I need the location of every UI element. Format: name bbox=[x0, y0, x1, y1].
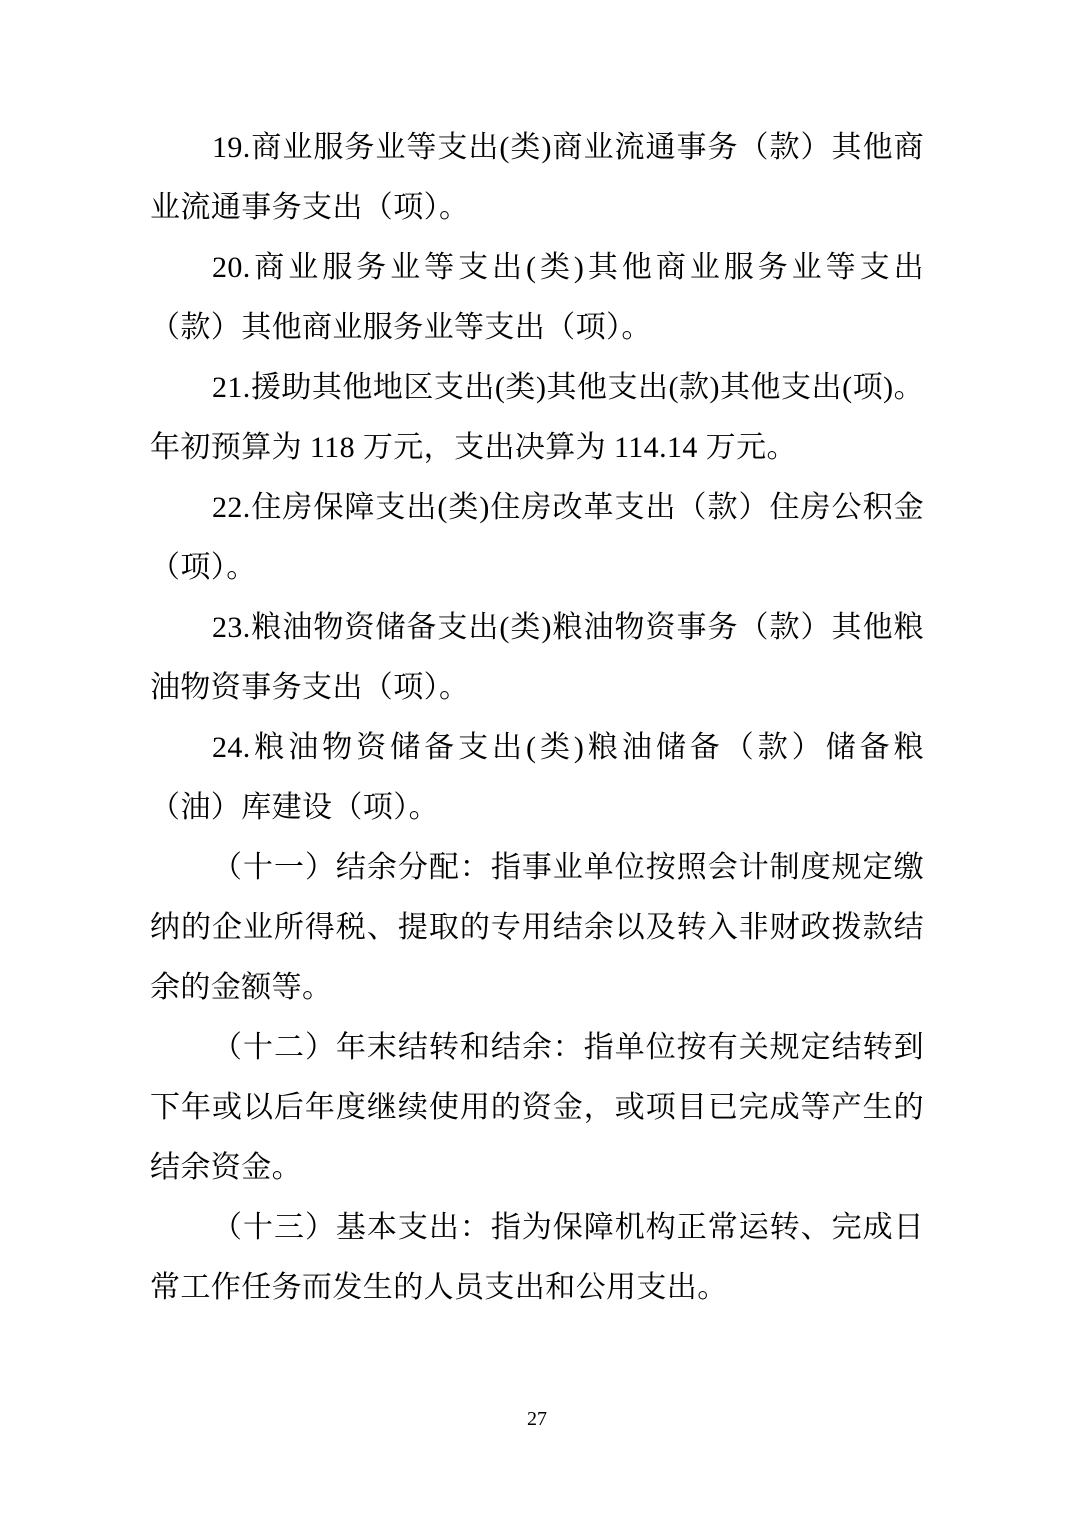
paragraph: （十二）年末结转和结余：指单位按有关规定结转到下年或以后年度继续使用的资金，或项目已完成等产生的结余资金。 bbox=[150, 1031, 924, 1184]
paragraph: 22.住房保障支出(类)住房改革支出（款）住房公积金（项）。 bbox=[150, 491, 924, 584]
document-body bbox=[150, 118, 924, 1318]
paragraph: （十一）结余分配：指事业单位按照会计制度规定缴纳的企业所得税、提取的专用结余以及转入非财政拨款结余的金额等。 bbox=[150, 851, 924, 1004]
paragraph: （十三）基本支出：指为保障机构正常运转、完成日常工作任务而发生的人员支出和公用支出。 bbox=[150, 1211, 924, 1304]
paragraph: 24.粮油物资储备支出(类)粮油储备（款）储备粮（油）库建设（项）。 bbox=[150, 731, 924, 824]
page-number: 27 bbox=[527, 1408, 547, 1430]
paragraph: 19.商业服务业等支出(类)商业流通事务（款）其他商业流通事务支出（项）。 bbox=[150, 131, 924, 224]
paragraph: 20.商业服务业等支出(类)其他商业服务业等支出（款）其他商业服务业等支出（项）。 bbox=[150, 251, 924, 344]
paragraph: 21.援助其他地区支出(类)其他支出(款)其他支出(项)。年初预算为 118 万元，支出决算为 114.14 万元。 bbox=[150, 371, 924, 464]
paragraph: 23.粮油物资储备支出(类)粮油物资事务（款）其他粮油物资事务支出（项）。 bbox=[150, 611, 924, 704]
